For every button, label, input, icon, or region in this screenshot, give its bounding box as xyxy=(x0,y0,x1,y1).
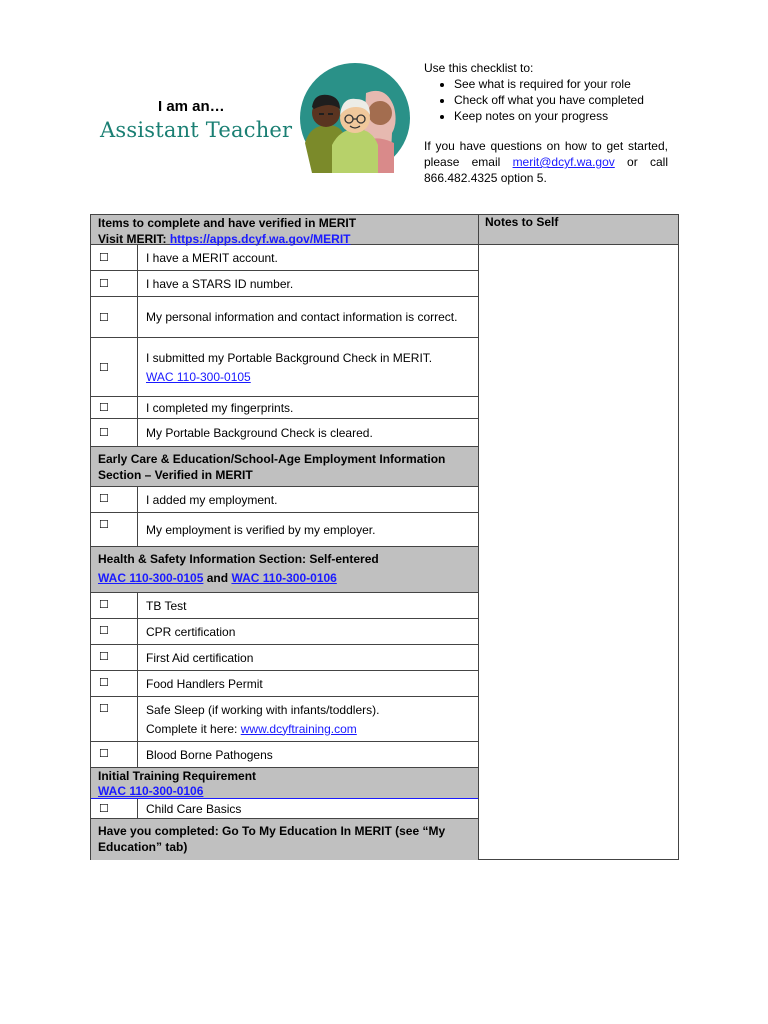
item-label: My personal information and contact information is correct. xyxy=(146,310,458,324)
checklist-table xyxy=(90,214,679,860)
checklist-item xyxy=(91,645,478,671)
item-label: Child Care Basics xyxy=(146,801,242,816)
checkbox[interactable]: ☐ xyxy=(91,671,138,696)
section-title: Items to complete and have verified in MERIT xyxy=(98,216,357,230)
contact-question: If you have questions on how to get started, please email xyxy=(424,139,668,169)
section-header xyxy=(91,768,478,799)
wac-link[interactable]: WAC 110-300-0105 xyxy=(98,571,204,585)
contact-text xyxy=(424,138,668,186)
item-label: I submitted my Portable Background Check in MERIT. xyxy=(146,350,433,365)
checklist-item xyxy=(91,245,478,271)
intro-bullets xyxy=(424,76,668,124)
checklist-item xyxy=(91,742,478,768)
checklist-item xyxy=(91,671,478,697)
item-label: I completed my fingerprints. xyxy=(146,400,294,415)
item-label: My employment is verified by my employer. xyxy=(146,522,376,537)
checklist-item xyxy=(91,513,478,547)
item-label: Blood Borne Pathogens xyxy=(146,747,273,762)
checklist-item xyxy=(91,487,478,513)
intro-bullet: • Keep notes on your progress xyxy=(454,108,668,124)
checkbox[interactable]: ☐ xyxy=(91,271,138,296)
contact-phone: 866.482.4325 option 5. xyxy=(424,171,547,185)
checkbox[interactable]: ☐ xyxy=(91,513,138,546)
checklist-item xyxy=(91,593,478,619)
section-header xyxy=(91,447,478,487)
checkbox[interactable]: ☐ xyxy=(91,338,138,396)
checkbox[interactable]: ☐ xyxy=(91,697,138,741)
intro-bullet: • See what is required for your role xyxy=(454,76,668,92)
training-link[interactable]: www.dcyftraining.com xyxy=(240,721,357,736)
checkbox[interactable]: ☐ xyxy=(91,397,138,418)
checkbox[interactable]: ☐ xyxy=(91,593,138,618)
checklist-item xyxy=(91,419,478,447)
checklist-item xyxy=(91,619,478,645)
section-header xyxy=(91,547,478,593)
section-title: Early Care & Education/School-Age Employment Information Section – Verified in MERIT xyxy=(98,452,446,482)
item-label: My Portable Background Check is cleared. xyxy=(146,425,373,440)
checkbox[interactable]: ☐ xyxy=(91,245,138,270)
intro-bullet: • Check off what you have completed xyxy=(454,92,668,108)
section-header xyxy=(91,215,478,245)
checklist-item xyxy=(91,697,478,742)
contact-or: or call xyxy=(627,155,668,169)
section-title: Have you completed: Go To My Education In MERIT (see “My Education” tab) xyxy=(98,824,446,854)
checklist-item xyxy=(91,338,478,397)
checkbox[interactable]: ☐ xyxy=(91,487,138,512)
checkbox[interactable]: ☐ xyxy=(91,297,138,337)
wac-link[interactable]: WAC 110-300-0105 xyxy=(146,369,251,384)
section-title: Initial Training Requirement xyxy=(98,769,257,783)
checkbox[interactable]: ☐ xyxy=(91,619,138,644)
role-title: Assistant Teacher xyxy=(100,118,293,142)
item-label: I have a STARS ID number. xyxy=(146,276,294,291)
email-link[interactable]: merit@dcyf.wa.gov xyxy=(512,155,615,169)
checkbox[interactable]: ☐ xyxy=(91,419,138,446)
and-label: and xyxy=(206,571,229,585)
visit-label: Visit MERIT: xyxy=(98,232,167,246)
item-label: TB Test xyxy=(146,598,187,613)
merit-link[interactable]: https://apps.dcyf.wa.gov/MERIT xyxy=(169,232,351,246)
item-label: Food Handlers Permit xyxy=(146,676,263,691)
section-title: Health & Safety Information Section: Self-entered xyxy=(98,552,379,566)
checklist-item xyxy=(91,799,478,819)
item-label: First Aid certification xyxy=(146,650,254,665)
checklist-item xyxy=(91,297,478,338)
wac-link[interactable]: WAC 110-300-0106 xyxy=(98,784,204,798)
item-label: I added my employment. xyxy=(146,492,278,507)
checklist-item xyxy=(91,271,478,297)
section-header xyxy=(91,819,478,860)
page-subtitle: I am an… xyxy=(158,98,225,115)
item-label: CPR certification xyxy=(146,624,236,639)
wac-link[interactable]: WAC 110-300-0106 xyxy=(231,571,337,585)
notes-header: Notes to Self xyxy=(479,215,678,245)
item-label: I have a MERIT account. xyxy=(146,250,278,265)
checkbox[interactable]: ☐ xyxy=(91,742,138,767)
intro-lead: Use this checklist to: xyxy=(424,61,534,75)
people-group-icon xyxy=(300,63,410,173)
checkbox[interactable]: ☐ xyxy=(91,799,138,818)
checklist-item xyxy=(91,397,478,419)
checkbox[interactable]: ☐ xyxy=(91,645,138,670)
intro-text xyxy=(424,60,668,186)
item-label: Safe Sleep (if working with infants/toddlers). xyxy=(146,702,380,717)
item-label: Complete it here: xyxy=(146,721,238,736)
